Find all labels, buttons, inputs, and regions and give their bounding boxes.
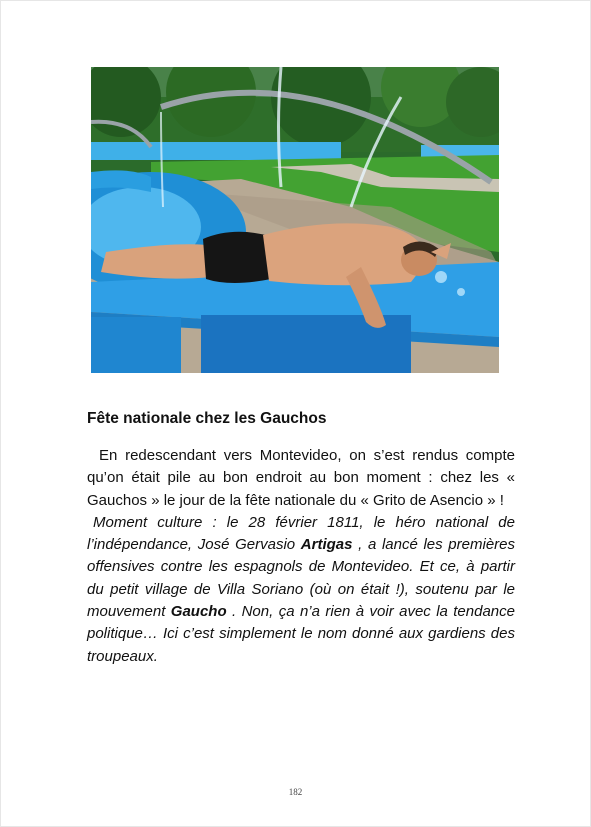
- paragraph-1: En redescendant vers Montevideo, on s’est rendus compte qu’on était pile au bon endroit au bon moment : chez les « Gauchos » le jour de la fête nationale du « Grito de Asencio » !: [87, 447, 515, 509]
- body-text: [87, 445, 515, 668]
- gaucho-word: Gaucho: [170, 603, 227, 621]
- photo: [91, 67, 499, 373]
- paragraph-2-part-3: . Non, ça n’a rien à voir avec la tendance politique… Ici c’est simplement le nom donné aux gardiens des troupeaux.: [87, 603, 515, 665]
- photo-image: [91, 67, 499, 373]
- artigas-name: Artigas: [300, 536, 353, 554]
- paragraph-2-part-2: , a lancé les premières offensives contre les espagnols de Montevideo. Et ce, à partir du petit village de Villa Soriano (où on était !), soutenu par le mouvement: [87, 536, 515, 621]
- section-heading: Fête nationale chez les Gauchos: [87, 410, 327, 427]
- paragraph-2: [87, 512, 515, 668]
- page-number: 182: [288, 787, 303, 797]
- paragraph-2-part-1: Moment culture : le 28 février 1811, le héro national de l’indépendance, José Gervasio: [87, 513, 515, 554]
